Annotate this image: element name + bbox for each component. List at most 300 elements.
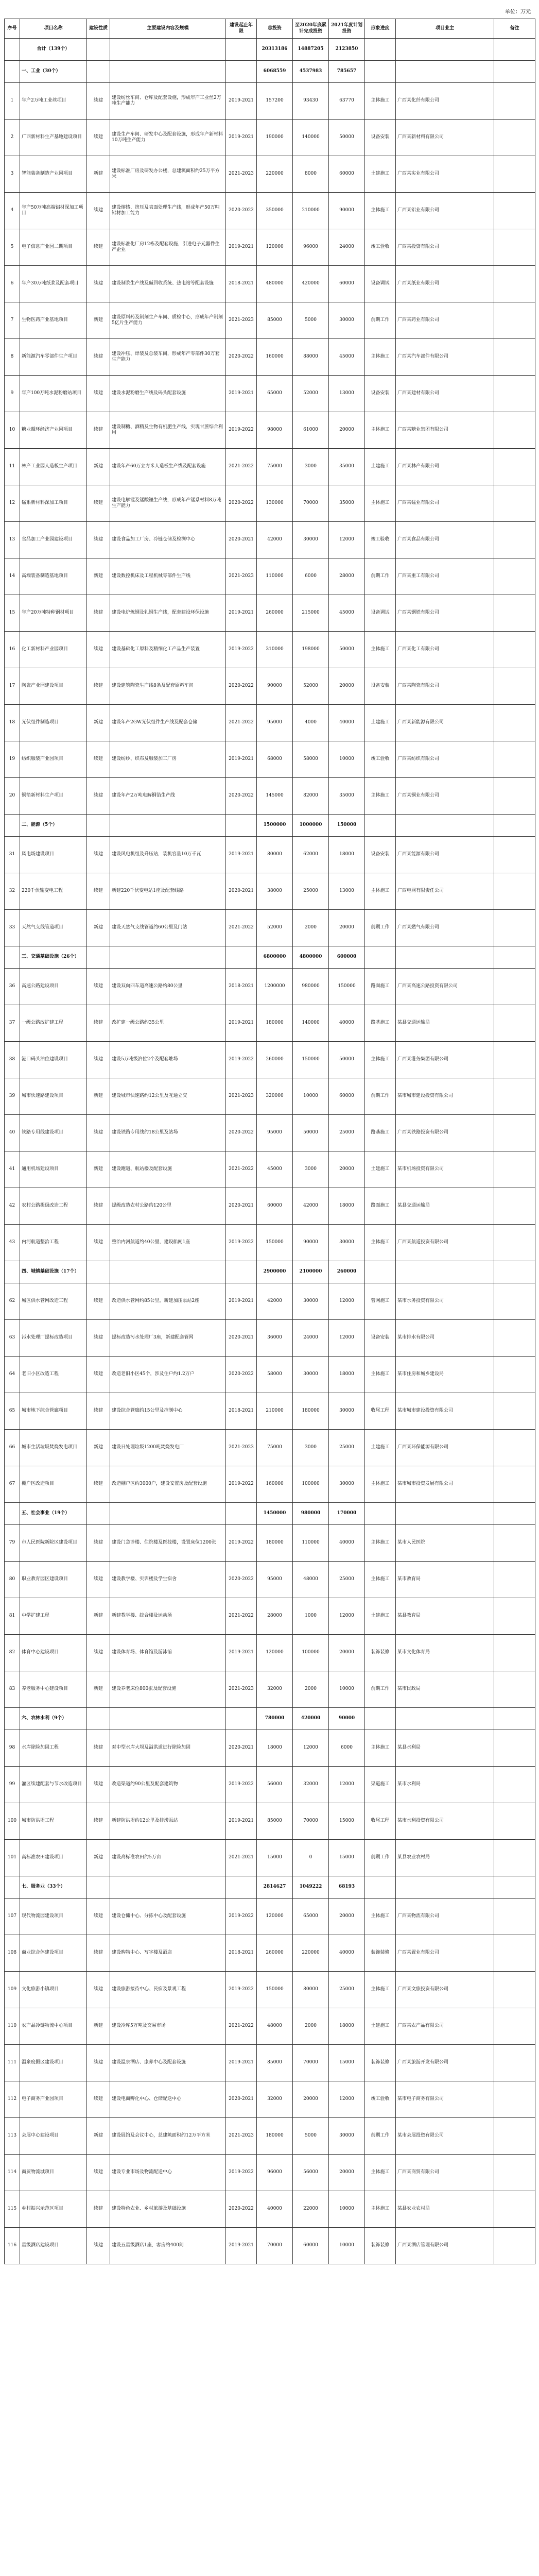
cell-content: 建设熔铸、挤压及表面处理生产线，形成年产50万吨铝材加工能力 xyxy=(110,193,226,229)
cell-total: 45000 xyxy=(257,1151,293,1188)
cell-owner: 广西某食品有限公司 xyxy=(396,522,494,558)
cell-nature: 新建 xyxy=(87,2118,110,2155)
cell-done: 90000 xyxy=(293,1225,329,1261)
cell-remark xyxy=(494,873,535,910)
table-row xyxy=(5,2118,535,2155)
table-row xyxy=(5,1635,535,1671)
cell-plan: 150000 xyxy=(329,969,365,1005)
section-plan: 600000 xyxy=(329,946,365,969)
section-label: 五、社会事业（19个） xyxy=(20,1503,87,1525)
section-row xyxy=(5,1261,535,1283)
cell-remark xyxy=(494,1078,535,1115)
cell-total: 58000 xyxy=(257,1357,293,1393)
cell-period: 2020-2021 xyxy=(226,522,257,558)
cell-done: 80000 xyxy=(293,1972,329,2008)
cell-done: 5000 xyxy=(293,2118,329,2155)
unit-note: 单位：万元 xyxy=(505,9,531,15)
cell-nature: 续建 xyxy=(87,1283,110,1320)
table-row xyxy=(5,668,535,705)
cell-period: 2020-2022 xyxy=(226,668,257,705)
cell-content: 建设门急诊楼、住院楼及医技楼，设置床位1200张 xyxy=(110,1525,226,1562)
cell-name: 商贸物流城项目 xyxy=(20,2155,87,2191)
cell-remark xyxy=(494,1935,535,1972)
cell-content: 建设电商孵化中心、仓储配送中心 xyxy=(110,2081,226,2118)
cell-progress: 设备调试 xyxy=(365,595,396,632)
cell-plan: 30000 xyxy=(329,302,365,339)
section-owner xyxy=(396,1503,494,1525)
cell-nature: 新建 xyxy=(87,1840,110,1876)
cell-owner: 某市水利局 xyxy=(396,1767,494,1803)
cell-progress: 前期工作 xyxy=(365,1078,396,1115)
cell-content: 建设冲压、焊装及总装车间，形成年产零部件30万套生产能力 xyxy=(110,339,226,376)
cell-name: 陶瓷产业园建设项目 xyxy=(20,668,87,705)
cell-seq: 37 xyxy=(5,1005,20,1042)
cell-remark xyxy=(494,412,535,449)
cell-owner: 广西某化纤有限公司 xyxy=(396,83,494,120)
section-total: 2900000 xyxy=(257,1261,293,1283)
section-done: 4800000 xyxy=(293,946,329,969)
cell-remark xyxy=(494,1671,535,1708)
cell-owner: 广西某药业有限公司 xyxy=(396,302,494,339)
section-nature xyxy=(87,1876,110,1899)
cell-name: 220千伏输变电工程 xyxy=(20,873,87,910)
table-row xyxy=(5,837,535,873)
cell-done: 0 xyxy=(293,1840,329,1876)
cell-owner: 广西某商贸有限公司 xyxy=(396,2155,494,2191)
cell-seq: 7 xyxy=(5,302,20,339)
cell-name: 通用机场建设项目 xyxy=(20,1151,87,1188)
cell-plan: 25000 xyxy=(329,1430,365,1466)
cell-plan: 45000 xyxy=(329,595,365,632)
cell-plan: 60000 xyxy=(329,1078,365,1115)
cell-content: 建设食品加工厂房、冷链仓储及检测中心 xyxy=(110,522,226,558)
cell-content: 建设教学楼、实训楼及学生宿舍 xyxy=(110,1562,226,1598)
cell-name: 年产50万吨高端铝材深加工项目 xyxy=(20,193,87,229)
cell-plan: 13000 xyxy=(329,873,365,910)
total-seq xyxy=(5,39,20,61)
cell-nature: 新建 xyxy=(87,1151,110,1188)
section-done: 420000 xyxy=(293,1708,329,1730)
section-total: 1500000 xyxy=(257,815,293,837)
cell-total: 18000 xyxy=(257,1730,293,1767)
cell-plan: 25000 xyxy=(329,1562,365,1598)
cell-owner: 广西某高速公路投资有限公司 xyxy=(396,969,494,1005)
total-remark xyxy=(494,39,535,61)
cell-owner: 某市民政局 xyxy=(396,1671,494,1708)
cell-nature: 续建 xyxy=(87,873,110,910)
cell-name: 城市地下综合管廊项目 xyxy=(20,1393,87,1430)
table-row xyxy=(5,302,535,339)
cell-owner: 广西某物流有限公司 xyxy=(396,1899,494,1935)
cell-remark xyxy=(494,1188,535,1225)
cell-plan: 30000 xyxy=(329,1393,365,1430)
section-seq xyxy=(5,1503,20,1525)
cell-nature: 续建 xyxy=(87,1393,110,1430)
cell-nature: 新建 xyxy=(87,156,110,193)
table-row xyxy=(5,873,535,910)
cell-nature: 续建 xyxy=(87,2155,110,2191)
cell-owner: 广西某燃气有限公司 xyxy=(396,910,494,946)
cell-done: 70000 xyxy=(293,485,329,522)
cell-name: 电子信息产业园二期项目 xyxy=(20,229,87,266)
section-content xyxy=(110,1503,226,1525)
cell-done: 65000 xyxy=(293,1899,329,1935)
section-progress xyxy=(365,1708,396,1730)
cell-progress: 前期工作 xyxy=(365,1840,396,1876)
section-content xyxy=(110,61,226,83)
cell-done: 2000 xyxy=(293,2008,329,2045)
cell-remark xyxy=(494,120,535,156)
table-row xyxy=(5,1935,535,1972)
cell-content: 建设展馆及会议中心，总建筑面积约12万平方米 xyxy=(110,2118,226,2155)
cell-remark xyxy=(494,1320,535,1357)
cell-content: 建设生产车间、研发中心及配套设施，形成年产新材料10万吨生产能力 xyxy=(110,120,226,156)
cell-seq: 81 xyxy=(5,1598,20,1635)
cell-name: 高速公路建设项目 xyxy=(20,969,87,1005)
cell-owner: 广西某能源有限公司 xyxy=(396,837,494,873)
cell-plan: 30000 xyxy=(329,1466,365,1503)
cell-remark xyxy=(494,668,535,705)
table-row xyxy=(5,1525,535,1562)
cell-content: 改造老旧小区45个，涉及住户约1.2万户 xyxy=(110,1357,226,1393)
table-row xyxy=(5,1671,535,1708)
cell-progress: 主体施工 xyxy=(365,1042,396,1078)
cell-plan: 40000 xyxy=(329,1525,365,1562)
cell-plan: 20000 xyxy=(329,668,365,705)
cell-done: 88000 xyxy=(293,339,329,376)
cell-remark xyxy=(494,2118,535,2155)
cell-seq: 2 xyxy=(5,120,20,156)
cell-done: 20000 xyxy=(293,2081,329,2118)
cell-seq: 101 xyxy=(5,1840,20,1876)
cell-name: 年产20万吨特种钢材项目 xyxy=(20,595,87,632)
cell-plan: 18000 xyxy=(329,837,365,873)
cell-period: 2021-2023 xyxy=(226,558,257,595)
cell-remark xyxy=(494,1005,535,1042)
cell-owner: 某县农业农村局 xyxy=(396,2191,494,2228)
cell-content: 建设跑道、航站楼及配套设施 xyxy=(110,1151,226,1188)
section-owner xyxy=(396,946,494,969)
cell-remark xyxy=(494,632,535,668)
cell-done: 30000 xyxy=(293,522,329,558)
cell-total: 180000 xyxy=(257,1525,293,1562)
cell-seq: 3 xyxy=(5,156,20,193)
cell-total: 157200 xyxy=(257,83,293,120)
cell-content: 建设风电机组及升压站，装机容量10万千瓦 xyxy=(110,837,226,873)
cell-nature: 新建 xyxy=(87,1430,110,1466)
cell-content: 建设高标准农田约5万亩 xyxy=(110,1840,226,1876)
cell-plan: 20000 xyxy=(329,1899,365,1935)
cell-plan: 50000 xyxy=(329,632,365,668)
cell-period: 2019-2021 xyxy=(226,2228,257,2264)
cell-period: 2019-2021 xyxy=(226,2045,257,2081)
header-remark: 备注 xyxy=(494,19,535,39)
table-row xyxy=(5,485,535,522)
cell-name: 污水处理厂提标改造项目 xyxy=(20,1320,87,1357)
cell-owner: 广西电网有限责任公司 xyxy=(396,873,494,910)
cell-done: 42000 xyxy=(293,1188,329,1225)
cell-plan: 15000 xyxy=(329,1840,365,1876)
section-content xyxy=(110,946,226,969)
cell-content: 建设旅游接待中心、民宿及景观工程 xyxy=(110,1972,226,2008)
cell-seq: 8 xyxy=(5,339,20,376)
cell-period: 2019-2022 xyxy=(226,1466,257,1503)
section-owner xyxy=(396,1708,494,1730)
table-row xyxy=(5,1151,535,1188)
header-progress: 形象进度 xyxy=(365,19,396,39)
section-label: 七、服务业（33个） xyxy=(20,1876,87,1899)
cell-period: 2019-2021 xyxy=(226,83,257,120)
cell-plan: 28000 xyxy=(329,558,365,595)
cell-total: 310000 xyxy=(257,632,293,668)
cell-remark xyxy=(494,2045,535,2081)
cell-owner: 广西某投资有限公司 xyxy=(396,229,494,266)
cell-owner: 广西某钢铁有限公司 xyxy=(396,595,494,632)
cell-plan: 10000 xyxy=(329,741,365,778)
cell-total: 320000 xyxy=(257,1078,293,1115)
table-row xyxy=(5,376,535,412)
cell-total: 160000 xyxy=(257,339,293,376)
cell-content: 建设综合管廊约15公里及控制中心 xyxy=(110,1393,226,1430)
total-label: 合计（139个） xyxy=(20,39,87,61)
cell-name: 林产工业园人造板生产项目 xyxy=(20,449,87,485)
cell-owner: 某市城市建设投资有限公司 xyxy=(396,1393,494,1430)
table-row xyxy=(5,1840,535,1876)
cell-period: 2021-2022 xyxy=(226,910,257,946)
cell-plan: 15000 xyxy=(329,1803,365,1840)
cell-name: 商业综合体建设项目 xyxy=(20,1935,87,1972)
cell-owner: 广西某纸业有限公司 xyxy=(396,266,494,302)
cell-content: 新建防洪堤约12公里及排涝泵站 xyxy=(110,1803,226,1840)
cell-name: 中学扩建工程 xyxy=(20,1598,87,1635)
cell-period: 2020-2022 xyxy=(226,778,257,815)
cell-owner: 某市城市投资发展有限公司 xyxy=(396,1466,494,1503)
cell-remark xyxy=(494,705,535,741)
section-done: 1049222 xyxy=(293,1876,329,1899)
cell-period: 2019-2021 xyxy=(226,1635,257,1671)
cell-period: 2021-2023 xyxy=(226,302,257,339)
cell-owner: 广西某林产有限公司 xyxy=(396,449,494,485)
cell-seq: 80 xyxy=(5,1562,20,1598)
cell-total: 150000 xyxy=(257,1972,293,2008)
cell-name: 星级酒店建设项目 xyxy=(20,2228,87,2264)
cell-content: 建设五星级酒店1座，客房约400间 xyxy=(110,2228,226,2264)
section-plan: 150000 xyxy=(329,815,365,837)
cell-seq: 39 xyxy=(5,1078,20,1115)
cell-seq: 40 xyxy=(5,1115,20,1151)
cell-progress: 路面施工 xyxy=(365,1188,396,1225)
cell-nature: 新建 xyxy=(87,558,110,595)
cell-total: 90000 xyxy=(257,668,293,705)
header-owner: 项目业主 xyxy=(396,19,494,39)
section-seq xyxy=(5,1876,20,1899)
cell-total: 180000 xyxy=(257,1005,293,1042)
cell-progress: 主体施工 xyxy=(365,632,396,668)
cell-period: 2021-2023 xyxy=(226,1671,257,1708)
cell-progress: 土建施工 xyxy=(365,705,396,741)
cell-owner: 某市城市建设投资有限公司 xyxy=(396,1078,494,1115)
cell-period: 2020-2021 xyxy=(226,1188,257,1225)
section-period xyxy=(226,61,257,83)
cell-content: 建设制糖、酒精及生物有机肥生产线，实现甘蔗综合利用 xyxy=(110,412,226,449)
cell-total: 120000 xyxy=(257,1635,293,1671)
cell-done: 12000 xyxy=(293,1730,329,1767)
cell-nature: 新建 xyxy=(87,1671,110,1708)
cell-done: 198000 xyxy=(293,632,329,668)
cell-owner: 广西某铁路投资有限公司 xyxy=(396,1115,494,1151)
cell-owner: 某市文化体育局 xyxy=(396,1635,494,1671)
cell-nature: 续建 xyxy=(87,193,110,229)
cell-plan: 35000 xyxy=(329,778,365,815)
cell-content: 建设基础化工原料及精细化工产品生产装置 xyxy=(110,632,226,668)
cell-done: 32000 xyxy=(293,1767,329,1803)
cell-done: 25000 xyxy=(293,873,329,910)
cell-nature: 新建 xyxy=(87,1598,110,1635)
cell-plan: 6000 xyxy=(329,1730,365,1767)
cell-remark xyxy=(494,1042,535,1078)
cell-period: 2019-2021 xyxy=(226,1283,257,1320)
header-name: 项目名称 xyxy=(20,19,87,39)
cell-progress: 设备调试 xyxy=(365,266,396,302)
cell-period: 2019-2021 xyxy=(226,376,257,412)
cell-content: 建设养老床位800张及配套设施 xyxy=(110,1671,226,1708)
cell-name: 农产品冷链物流中心项目 xyxy=(20,2008,87,2045)
cell-content: 提标改造污水处理厂3座，新建配套管网 xyxy=(110,1320,226,1357)
cell-nature: 续建 xyxy=(87,1466,110,1503)
cell-nature: 新建 xyxy=(87,910,110,946)
cell-remark xyxy=(494,910,535,946)
cell-content: 建设温泉酒店、康养中心及配套设施 xyxy=(110,2045,226,2081)
cell-content: 建设年产2GW光伏组件生产线及配套仓储 xyxy=(110,705,226,741)
cell-remark xyxy=(494,156,535,193)
cell-done: 100000 xyxy=(293,1635,329,1671)
cell-remark xyxy=(494,741,535,778)
cell-content: 建设特色农业、乡村旅游及基础设施 xyxy=(110,2191,226,2228)
cell-done: 60000 xyxy=(293,2228,329,2264)
cell-name: 城市防洪堤工程 xyxy=(20,1803,87,1840)
cell-progress: 设备安装 xyxy=(365,837,396,873)
cell-plan: 18000 xyxy=(329,1188,365,1225)
cell-period: 2021-2023 xyxy=(226,1078,257,1115)
cell-progress: 主体施工 xyxy=(365,193,396,229)
cell-period: 2021-2022 xyxy=(226,449,257,485)
section-owner xyxy=(396,815,494,837)
cell-nature: 新建 xyxy=(87,302,110,339)
section-period xyxy=(226,1876,257,1899)
section-progress xyxy=(365,946,396,969)
cell-owner: 广西某置业有限公司 xyxy=(396,1935,494,1972)
cell-period: 2019-2021 xyxy=(226,1005,257,1042)
cell-seq: 82 xyxy=(5,1635,20,1671)
section-nature xyxy=(87,1503,110,1525)
cell-progress: 前期工作 xyxy=(365,302,396,339)
cell-progress: 路面施工 xyxy=(365,969,396,1005)
cell-progress: 竣工验收 xyxy=(365,229,396,266)
total-row xyxy=(5,39,535,61)
cell-progress: 主体施工 xyxy=(365,83,396,120)
section-seq xyxy=(5,1261,20,1283)
cell-progress: 管网施工 xyxy=(365,1283,396,1320)
project-table xyxy=(4,19,535,2264)
cell-progress: 前期工作 xyxy=(365,910,396,946)
cell-total: 68000 xyxy=(257,741,293,778)
cell-seq: 111 xyxy=(5,2045,20,2081)
cell-total: 150000 xyxy=(257,1225,293,1261)
cell-plan: 24000 xyxy=(329,229,365,266)
cell-done: 3000 xyxy=(293,1430,329,1466)
section-content xyxy=(110,1708,226,1730)
total-total: 20313186 xyxy=(257,39,293,61)
cell-owner: 广西某铝业有限公司 xyxy=(396,193,494,229)
cell-content: 建设冷库5万吨及交易市场 xyxy=(110,2008,226,2045)
cell-seq: 1 xyxy=(5,83,20,120)
cell-name: 农村公路提级改造工程 xyxy=(20,1188,87,1225)
cell-nature: 续建 xyxy=(87,2228,110,2264)
cell-seq: 107 xyxy=(5,1899,20,1935)
cell-total: 480000 xyxy=(257,266,293,302)
section-row xyxy=(5,1708,535,1730)
table-row xyxy=(5,1767,535,1803)
cell-remark xyxy=(494,1466,535,1503)
cell-total: 32000 xyxy=(257,1671,293,1708)
cell-progress: 主体施工 xyxy=(365,1730,396,1767)
cell-done: 140000 xyxy=(293,1005,329,1042)
cell-nature: 续建 xyxy=(87,1899,110,1935)
cell-plan: 10000 xyxy=(329,1671,365,1708)
cell-period: 2020-2022 xyxy=(226,2191,257,2228)
cell-plan: 12000 xyxy=(329,522,365,558)
cell-done: 140000 xyxy=(293,120,329,156)
cell-remark xyxy=(494,969,535,1005)
table-row xyxy=(5,1562,535,1598)
cell-progress: 主体施工 xyxy=(365,1225,396,1261)
cell-nature: 续建 xyxy=(87,1767,110,1803)
cell-owner: 广西某新材料有限公司 xyxy=(396,120,494,156)
cell-seq: 66 xyxy=(5,1430,20,1466)
cell-seq: 43 xyxy=(5,1225,20,1261)
cell-plan: 15000 xyxy=(329,2045,365,2081)
cell-total: 52000 xyxy=(257,910,293,946)
cell-plan: 40000 xyxy=(329,1935,365,1972)
cell-total: 130000 xyxy=(257,485,293,522)
total-plan: 2123850 xyxy=(329,39,365,61)
section-total: 2814627 xyxy=(257,1876,293,1899)
cell-nature: 续建 xyxy=(87,339,110,376)
cell-seq: 5 xyxy=(5,229,20,266)
cell-total: 110000 xyxy=(257,558,293,595)
table-row xyxy=(5,1188,535,1225)
cell-content: 建设仓储中心、分拣中心及配套设施 xyxy=(110,1899,226,1935)
cell-plan: 25000 xyxy=(329,1972,365,2008)
cell-done: 24000 xyxy=(293,1320,329,1357)
cell-owner: 某市水务投资有限公司 xyxy=(396,1283,494,1320)
cell-progress: 土建施工 xyxy=(365,156,396,193)
cell-name: 年产2万吨工业丝项目 xyxy=(20,83,87,120)
cell-owner: 广西某环保能源有限公司 xyxy=(396,1430,494,1466)
cell-seq: 109 xyxy=(5,1972,20,2008)
cell-name: 会展中心建设项目 xyxy=(20,2118,87,2155)
header-plan: 2021年度计划投资 xyxy=(329,19,365,39)
cell-total: 95000 xyxy=(257,1562,293,1598)
cell-done: 10000 xyxy=(293,1078,329,1115)
cell-remark xyxy=(494,449,535,485)
section-nature xyxy=(87,1261,110,1283)
section-nature xyxy=(87,61,110,83)
cell-plan: 12000 xyxy=(329,2081,365,2118)
cell-content: 建设数控机床及工程机械零部件生产线 xyxy=(110,558,226,595)
cell-name: 高标准农田建设项目 xyxy=(20,1840,87,1876)
cell-period: 2019-2022 xyxy=(226,1972,257,2008)
